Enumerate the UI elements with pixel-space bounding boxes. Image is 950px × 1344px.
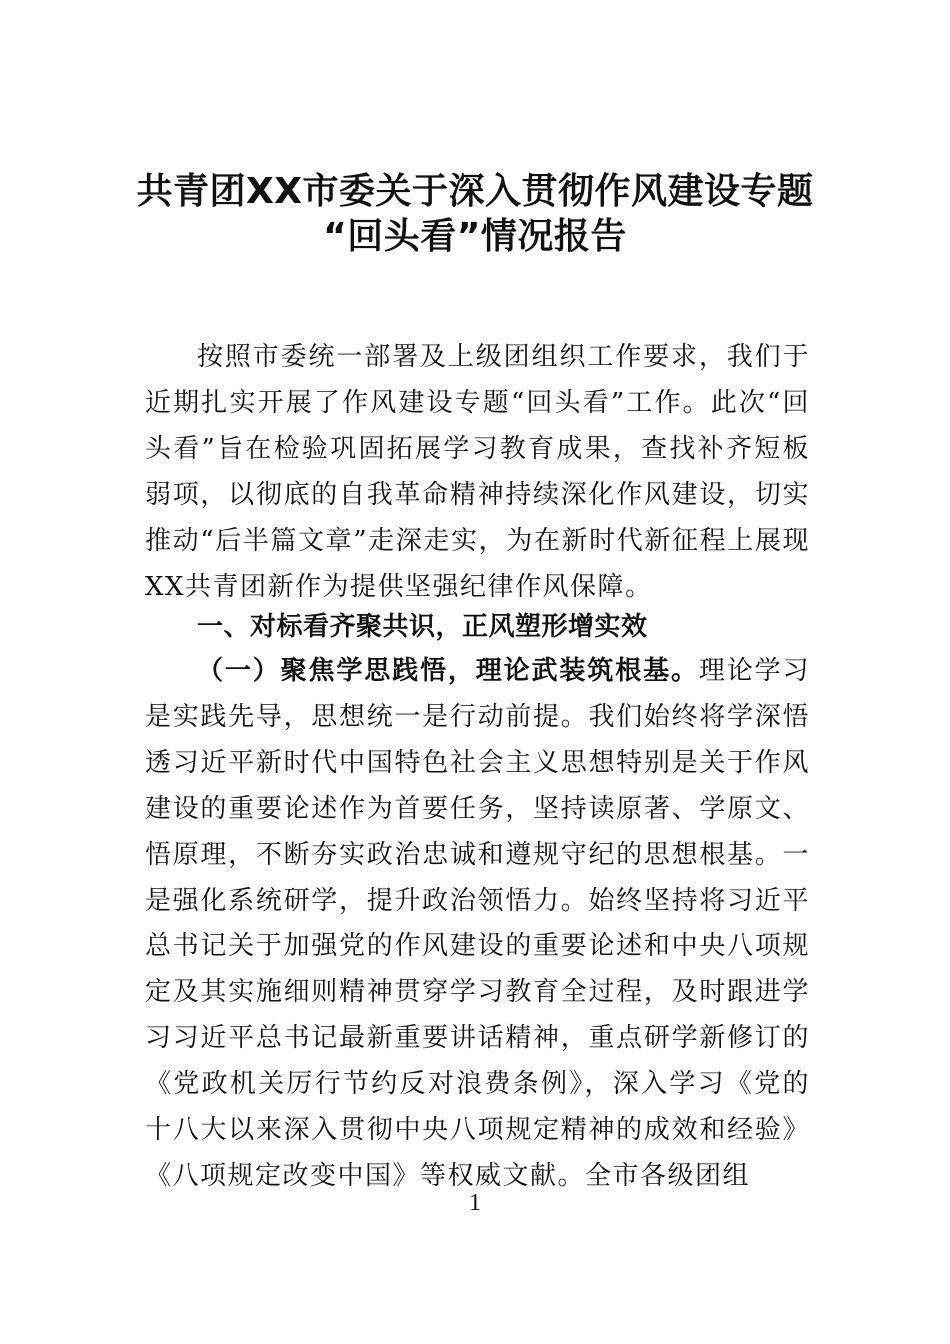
report-title-line-2: “回头看”情况报告 [323,216,627,257]
subsection-lead: （一）聚焦学思践悟，理论武装筑根基。 [197,656,699,686]
report-title-line-1: 共青团XX市委关于深入贯彻作风建设专题 [136,171,814,212]
section-heading-1: 一、对标看齐聚共识，正风塑形增实效 [197,612,648,642]
intro-paragraph: 按照市委统一部署及上级团组织工作要求，我们于近期扎实开展了作风建设专题“回头看”工作。此次“回头看”旨在检验巩固拓展学习教育成果，查找补齐短板弱项，以彻底的自我革命精神持续深化作风建设，切实推动“后半篇文章”走深走实，为在新时代新征程上展现XX共青团新作为提供坚强纪律作风保障。 [145,342,810,602]
subsection-paragraph-1 [145,649,810,1200]
page-number: 1 [469,1190,481,1216]
subsection-body: 理论学习是实践先导，思想统一是行动前提。我们始终将学深悟透习近平新时代中国特色社会主义思想特别是关于作风建设的重要论述作为首要任务，坚持读原著、学原文、悟原理，不断夯实政治忠诚和遵规守纪的思想根基。一是强化系统研学，提升政治领悟力。始终坚持将习近平总书记关于加强党的作风建设的重要论述和中央八项规定及其实施细则精神贯穿学习教育全过程，及时跟进学习习近平总书记最新重要讲话精神，重点研学新修订的《党政机关厉行节约反对浪费条例》，深入学习《党的十八大以来深入贯彻中央八项规定精神的成效和经验》《八项规定改变中国》等权威文献。全市各级团组 [145,656,810,1191]
